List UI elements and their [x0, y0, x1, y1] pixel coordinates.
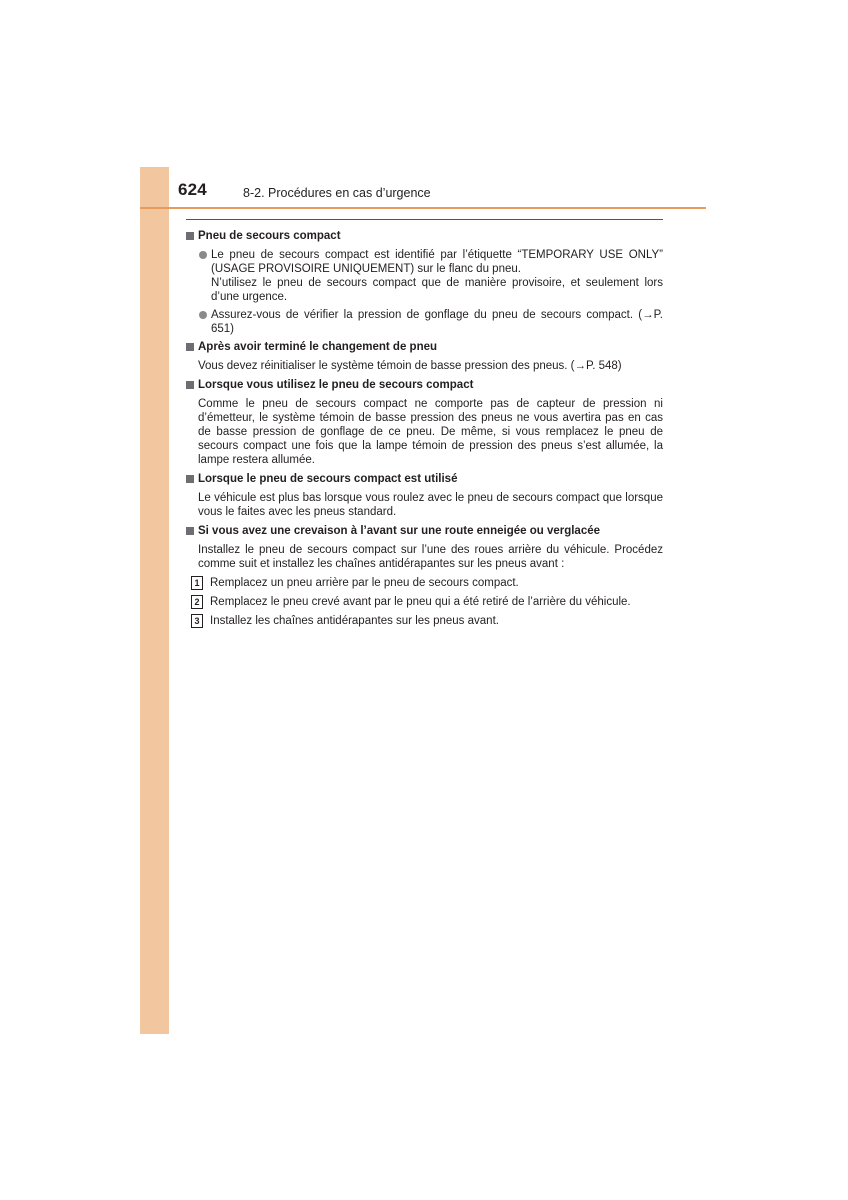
- step-number-box: 2: [191, 595, 203, 609]
- section-heading: [186, 472, 663, 486]
- round-bullet-icon: [199, 311, 207, 319]
- section-body: Le véhicule est plus bas lorsque vous roulez avec le pneu de secours compact que lorsque vous le faites avec les pneus standard.: [198, 492, 663, 518]
- step-text: Remplacez un pneu arrière par le pneu de secours compact.: [210, 577, 519, 589]
- heading-text: Si vous avez une crevaison à l’avant sur une route enneigée ou verglacée: [198, 525, 601, 537]
- section-body: Vous devez réinitialiser le système témoin de basse pression des pneus. (→P. 548): [198, 360, 622, 372]
- step-item: [186, 576, 663, 590]
- square-bullet-icon: [186, 232, 194, 240]
- bullet-item: [186, 308, 663, 336]
- heading-text: Pneu de secours compact: [198, 230, 341, 242]
- section-heading: [186, 378, 663, 392]
- step-number-box: 1: [191, 576, 203, 590]
- step-number-box: 3: [191, 614, 203, 628]
- section-heading: [186, 524, 663, 538]
- square-bullet-icon: [186, 343, 194, 351]
- content-top-rule: [186, 219, 663, 220]
- heading-text: Après avoir terminé le changement de pneu: [198, 341, 438, 353]
- header-rule: [140, 207, 706, 209]
- page-content: [186, 229, 663, 633]
- heading-text: Lorsque vous utilisez le pneu de secours compact: [198, 379, 474, 391]
- round-bullet-icon: [199, 251, 207, 259]
- step-text: Installez les chaînes antidérapantes sur les pneus avant.: [210, 615, 499, 627]
- side-tab-band: [140, 167, 169, 1034]
- step-text: Remplacez le pneu crevé avant par le pneu qui a été retiré de l’arrière du véhicule.: [210, 596, 631, 608]
- step-item: [186, 595, 663, 609]
- square-bullet-icon: [186, 527, 194, 535]
- square-bullet-icon: [186, 381, 194, 389]
- section-heading: [186, 229, 663, 243]
- bullet-paragraph: Assurez-vous de vérifier la pression de gonflage du pneu de secours compact. (→P. 651): [211, 309, 663, 335]
- square-bullet-icon: [186, 475, 194, 483]
- section-body: Comme le pneu de secours compact ne comporte pas de capteur de pression ni d’émetteur, le système témoin de basse pression des pneus ne vous avertira pas en cas de basse pression de gonflage de ce pneu. De même, si vous remplacez le pneu de secours compact une fois que la lampe témoin de pression des pneus s’est allumée, la lampe restera allumée.: [198, 398, 663, 466]
- step-item: [186, 614, 663, 628]
- section-heading: [186, 340, 663, 354]
- bullet-item: [186, 248, 663, 304]
- section-body: Installez le pneu de secours compact sur l’une des roues arrière du véhicule. Procédez comme suit et installez les chaînes antidérapantes sur les pneus avant :: [198, 544, 663, 570]
- page-number: 624: [178, 180, 207, 199]
- bullet-paragraph: Le pneu de secours compact est identifié par l’étiquette “TEMPORARY USE ONLY” (USAGE PROVISOIRE UNIQUEMENT) sur le flanc du pneu.: [211, 249, 663, 275]
- bullet-paragraph: N’utilisez le pneu de secours compact que de manière provisoire, et seulement lors d’une urgence.: [211, 277, 663, 303]
- heading-text: Lorsque le pneu de secours compact est utilisé: [198, 473, 458, 485]
- section-title: 8-2. Procédures en cas d’urgence: [243, 186, 431, 200]
